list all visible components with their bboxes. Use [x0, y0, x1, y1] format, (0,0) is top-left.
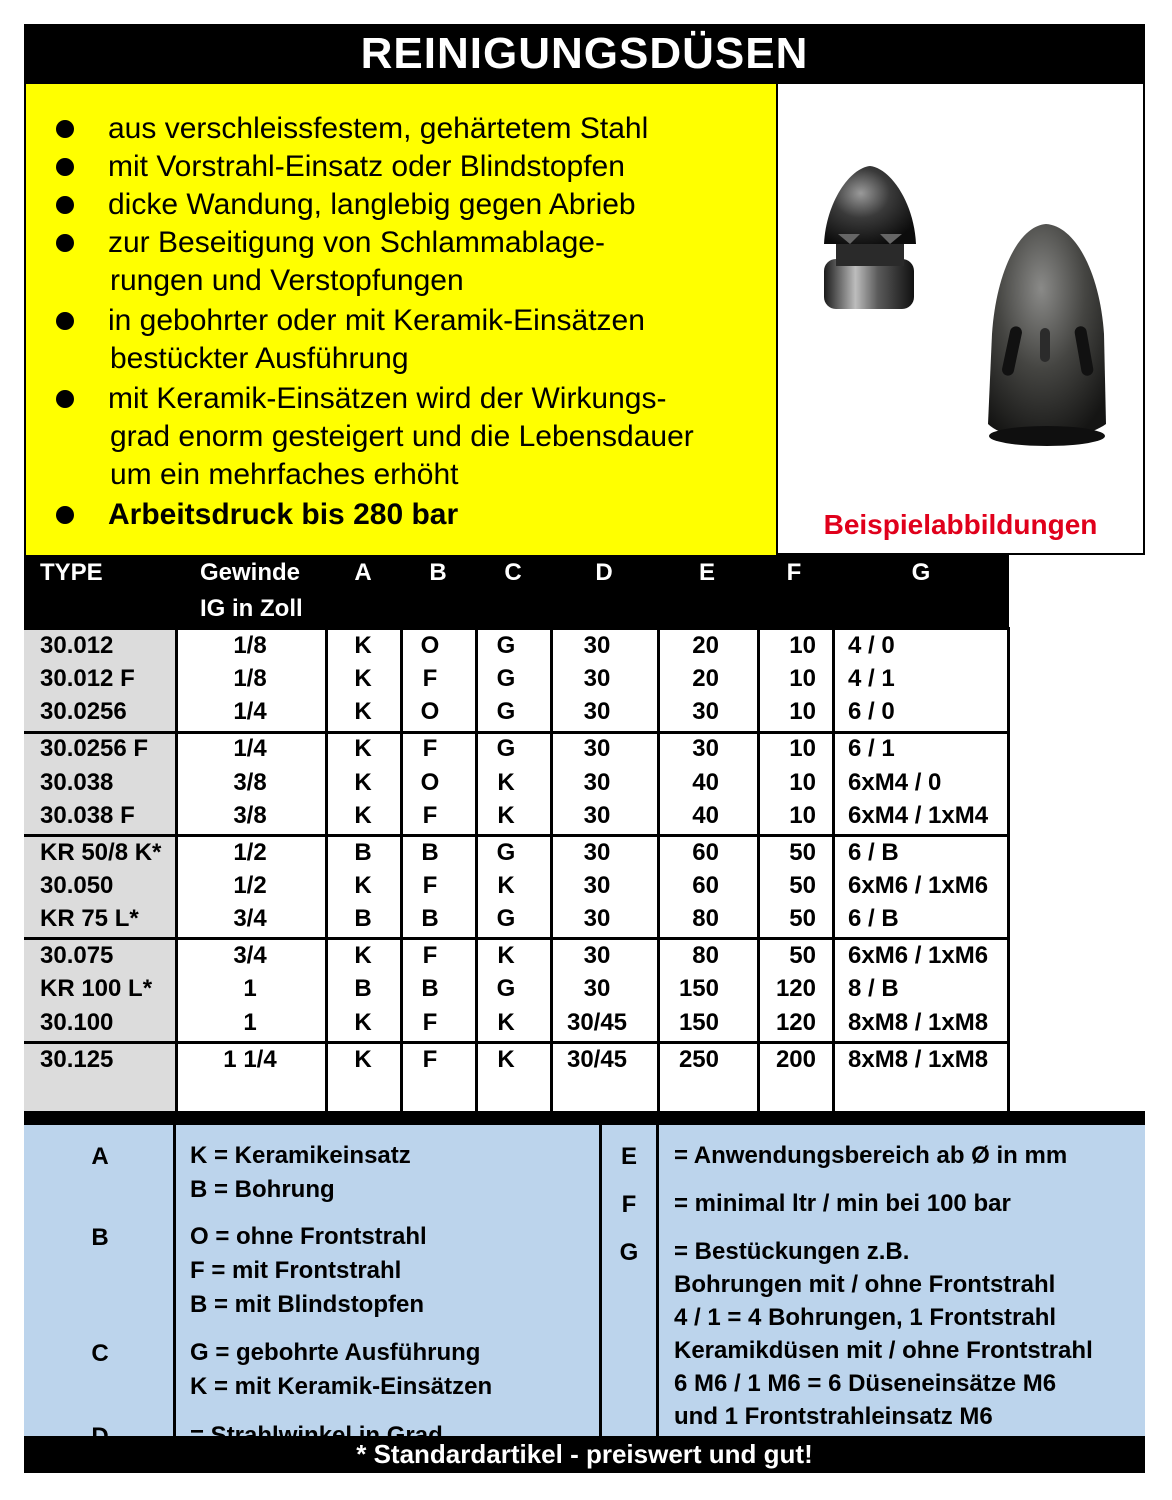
legend-divider: [173, 1125, 176, 1436]
column-divider: [657, 627, 660, 1111]
table-cell: F: [422, 665, 438, 692]
table-cell: 30: [583, 975, 611, 1002]
column-subheader: IG in Zoll: [200, 595, 303, 622]
table-cell: 8 / B: [848, 975, 899, 1002]
table-cell: B: [354, 839, 372, 866]
table-cell: 30.100: [40, 1009, 114, 1036]
table-cell: 6 / B: [848, 839, 899, 866]
table-cell: 30: [583, 905, 611, 932]
table-cell: 150: [678, 1009, 719, 1036]
table-cell: 200: [775, 1046, 816, 1073]
legend-text: K = Keramikeinsatz: [190, 1142, 411, 1169]
legend-key: E: [620, 1143, 638, 1170]
table-cell: 30.012: [40, 632, 114, 659]
feature-line: mit Keramik-Einsätzen wird der Wirkungs-: [108, 382, 667, 415]
row-group-divider: [24, 1041, 1009, 1044]
column-divider: [400, 627, 403, 1111]
column-divider: [475, 627, 478, 1111]
table-cell: K: [354, 942, 372, 969]
table-cell: 30.125: [40, 1046, 114, 1073]
legend-divider: [24, 1111, 1145, 1125]
table-cell: K: [497, 1046, 515, 1073]
feature-line: bestückter Ausführung: [110, 342, 409, 375]
column-header: Gewinde: [199, 559, 301, 586]
table-cell: 50: [789, 872, 816, 899]
table-cell: 1/2: [233, 872, 267, 899]
table-cell: 40: [692, 802, 719, 829]
table-cell: G: [496, 839, 516, 866]
table-cell: B: [421, 975, 439, 1002]
table-cell: K: [497, 942, 515, 969]
table-cell: 1/8: [233, 665, 267, 692]
table-cell: 6 / B: [848, 905, 899, 932]
table-cell: G: [496, 735, 516, 762]
row-group-divider: [24, 731, 1009, 734]
table-cell: O: [420, 632, 440, 659]
table-cell: 6 / 1: [848, 735, 895, 762]
table-cell: 30.0256: [40, 698, 127, 725]
table-cell: K: [497, 802, 515, 829]
column-divider: [1007, 627, 1010, 1111]
column-divider: [757, 627, 760, 1111]
table-cell: 50: [789, 839, 816, 866]
legend-text: B = Bohrung: [190, 1176, 335, 1203]
column-divider: [550, 627, 553, 1111]
table-cell: 30: [583, 802, 611, 829]
table-cell: 30: [583, 665, 611, 692]
legend-text: K = mit Keramik-Einsätzen: [190, 1373, 493, 1400]
table-cell: 3/4: [233, 942, 267, 969]
table-cell: 60: [692, 839, 719, 866]
legend-text: 4 / 1 = 4 Bohrungen, 1 Frontstrahl: [674, 1304, 1057, 1331]
legend-text: F = mit Frontstrahl: [190, 1257, 402, 1284]
feature-list: [24, 84, 776, 555]
table-cell: 10: [789, 802, 816, 829]
table-cell: K: [497, 1009, 515, 1036]
table-cell: 80: [692, 942, 719, 969]
legend-divider: [656, 1125, 659, 1436]
table-cell: B: [421, 839, 439, 866]
table-cell: 30: [583, 942, 611, 969]
table-cell: B: [421, 905, 439, 932]
table-cell: 1/4: [233, 698, 267, 725]
table-cell: 10: [789, 769, 816, 796]
legend-text: O = ohne Frontstrahl: [190, 1223, 427, 1250]
table-cell: F: [422, 735, 438, 762]
legend-text: Bohrungen mit / ohne Frontstrahl: [674, 1271, 1056, 1298]
column-header: A: [354, 559, 372, 586]
table-cell: 8xM8 / 1xM8: [848, 1046, 989, 1073]
table-cell: 80: [692, 905, 719, 932]
bullet-icon: [56, 312, 74, 330]
footer-text: * Standardartikel - preiswert und gut!: [356, 1439, 813, 1469]
table-cell: 20: [692, 665, 719, 692]
table-cell: F: [422, 942, 438, 969]
table-cell: K: [497, 769, 515, 796]
table-cell: 3/8: [233, 802, 267, 829]
legend-text: B = mit Blindstopfen: [190, 1291, 424, 1318]
table-cell: 30.038: [40, 769, 114, 796]
legend-divider: [599, 1125, 602, 1436]
bullet-icon: [56, 196, 74, 214]
table-cell: 30: [583, 769, 611, 796]
image-panel: [776, 84, 1145, 555]
table-cell: K: [354, 872, 372, 899]
table-cell: K: [354, 698, 372, 725]
large-nozzle-image: [988, 224, 1106, 446]
feature-line: in gebohrter oder mit Keramik-Einsätzen: [108, 304, 645, 337]
table-cell: B: [354, 975, 372, 1002]
legend-text: = minimal ltr / min bei 100 bar: [674, 1190, 1011, 1217]
column-header: D: [595, 559, 613, 586]
table-cell: 6xM6 / 1xM6: [848, 872, 989, 899]
table-cell: 10: [789, 735, 816, 762]
column-header: B: [429, 559, 447, 586]
table-cell: 30/45: [566, 1046, 628, 1073]
table-cell: 30.038 F: [40, 802, 135, 829]
column-header: C: [504, 559, 522, 586]
legend-text: = Bestückungen z.B.: [674, 1238, 910, 1265]
feature-line: Arbeitsdruck bis 280 bar: [108, 498, 459, 531]
table-cell: 6xM4 / 0: [848, 769, 942, 796]
legend-text: 6 M6 / 1 M6 = 6 Düseneinsätze M6: [674, 1370, 1057, 1397]
table-cell: 250: [678, 1046, 719, 1073]
legend-text: = Anwendungsbereich ab Ø in mm: [674, 1142, 1068, 1169]
table-cell: 10: [789, 665, 816, 692]
bullet-icon: [56, 234, 74, 252]
table-cell: 30.075: [40, 942, 114, 969]
table-cell: K: [497, 872, 515, 899]
table-cell: 6xM4 / 1xM4: [848, 802, 989, 829]
column-header: G: [911, 559, 931, 586]
column-header: F: [786, 559, 802, 586]
table-cell: 50: [789, 905, 816, 932]
legend-key: C: [91, 1340, 109, 1367]
table-cell: 30.050: [40, 872, 114, 899]
table-cell: 120: [775, 1009, 816, 1036]
table-cell: K: [354, 735, 372, 762]
table-cell: 6xM6 / 1xM6: [848, 942, 989, 969]
page-title: REINIGUNGSDÜSEN: [360, 29, 809, 78]
small-nozzle-image: [824, 166, 916, 309]
table-cell: 30.0256 F: [40, 735, 149, 762]
table-cell: 1/4: [233, 735, 267, 762]
table-cell: 3/4: [233, 905, 267, 932]
table-cell: 40: [692, 769, 719, 796]
table-cell: 30: [583, 735, 611, 762]
table-cell: 4 / 1: [848, 665, 895, 692]
column-divider: [175, 627, 178, 1111]
image-caption: Beispielabbildungen: [823, 509, 1098, 540]
table-cell: G: [496, 905, 516, 932]
bullet-icon: [56, 506, 74, 524]
table-cell: 150: [678, 975, 719, 1002]
table-cell: 1/2: [233, 839, 267, 866]
table-cell: G: [496, 975, 516, 1002]
legend-key: F: [621, 1191, 637, 1218]
table-cell: 30: [583, 632, 611, 659]
table-cell: G: [496, 698, 516, 725]
table-cell: B: [354, 905, 372, 932]
row-group-divider: [24, 937, 1009, 940]
table-cell: 10: [789, 698, 816, 725]
table-cell: F: [422, 1046, 438, 1073]
row-group-divider: [24, 834, 1009, 837]
bullet-icon: [56, 158, 74, 176]
table-cell: K: [354, 632, 372, 659]
feature-line: mit Vorstrahl-Einsatz oder Blindstopfen: [108, 150, 625, 183]
table-cell: 1: [243, 1009, 257, 1036]
feature-line: rungen und Verstopfungen: [110, 264, 464, 297]
table-cell: O: [420, 769, 440, 796]
legend-key: B: [91, 1224, 109, 1251]
legend-text: und 1 Frontstrahleinsatz M6: [674, 1403, 993, 1430]
table-cell: 4 / 0: [848, 632, 895, 659]
table-cell: 20: [692, 632, 719, 659]
legend-text: Keramikdüsen mit / ohne Frontstrahl: [674, 1337, 1093, 1364]
legend: [24, 1125, 1145, 1436]
table-cell: 30: [583, 698, 611, 725]
table-cell: 6 / 0: [848, 698, 895, 725]
table-cell: 1: [243, 975, 257, 1002]
table-cell: 8xM8 / 1xM8: [848, 1009, 989, 1036]
table-cell: 30: [692, 698, 719, 725]
nozzle-table: [24, 555, 1145, 1111]
table-cell: 30: [583, 839, 611, 866]
feature-line: um ein mehrfaches erhöht: [110, 458, 459, 491]
table-cell: K: [354, 802, 372, 829]
footer: [24, 1436, 1145, 1473]
table-cell: 50: [789, 942, 816, 969]
table-cell: 30: [692, 735, 719, 762]
table-cell: G: [496, 632, 516, 659]
title-bar: [24, 24, 1145, 84]
table-cell: 30.012 F: [40, 665, 135, 692]
bullet-icon: [56, 390, 74, 408]
column-header: TYPE: [40, 559, 103, 586]
table-cell: F: [422, 802, 438, 829]
feature-line: zur Beseitigung von Schlammablage-: [108, 226, 605, 259]
table-cell: F: [422, 1009, 438, 1036]
legend-text: G = gebohrte Ausführung: [190, 1339, 481, 1366]
column-divider: [832, 627, 835, 1111]
feature-line: grad enorm gesteigert und die Lebensdauer: [110, 420, 694, 453]
nozzle-images: [778, 84, 1143, 484]
table-cell: K: [354, 665, 372, 692]
table-cell: 30: [583, 872, 611, 899]
table-cell: O: [420, 698, 440, 725]
column-divider: [325, 627, 328, 1111]
table-cell: K: [354, 1046, 372, 1073]
table-cell: 1/8: [233, 632, 267, 659]
table-cell: 120: [775, 975, 816, 1002]
bullet-icon: [56, 120, 74, 138]
product-sheet: [24, 24, 1145, 1473]
legend-key: G: [619, 1239, 639, 1266]
table-cell: KR 50/8 K*: [40, 839, 162, 866]
table-cell: 10: [789, 632, 816, 659]
table-cell: 30/45: [566, 1009, 628, 1036]
table-cell: KR 100 L*: [40, 975, 153, 1002]
legend-key: A: [91, 1143, 109, 1170]
row-group-divider: [24, 627, 1009, 630]
table-cell: 60: [692, 872, 719, 899]
table-cell: F: [422, 872, 438, 899]
table-cell: 3/8: [233, 769, 267, 796]
table-cell: KR 75 L*: [40, 905, 139, 932]
table-cell: K: [354, 1009, 372, 1036]
column-header: E: [698, 559, 716, 586]
table-cell: G: [496, 665, 516, 692]
feature-line: dicke Wandung, langlebig gegen Abrieb: [108, 188, 636, 221]
table-cell: 1 1/4: [223, 1046, 277, 1073]
table-cell: K: [354, 769, 372, 796]
feature-line: aus verschleissfestem, gehärtetem Stahl: [108, 112, 649, 145]
